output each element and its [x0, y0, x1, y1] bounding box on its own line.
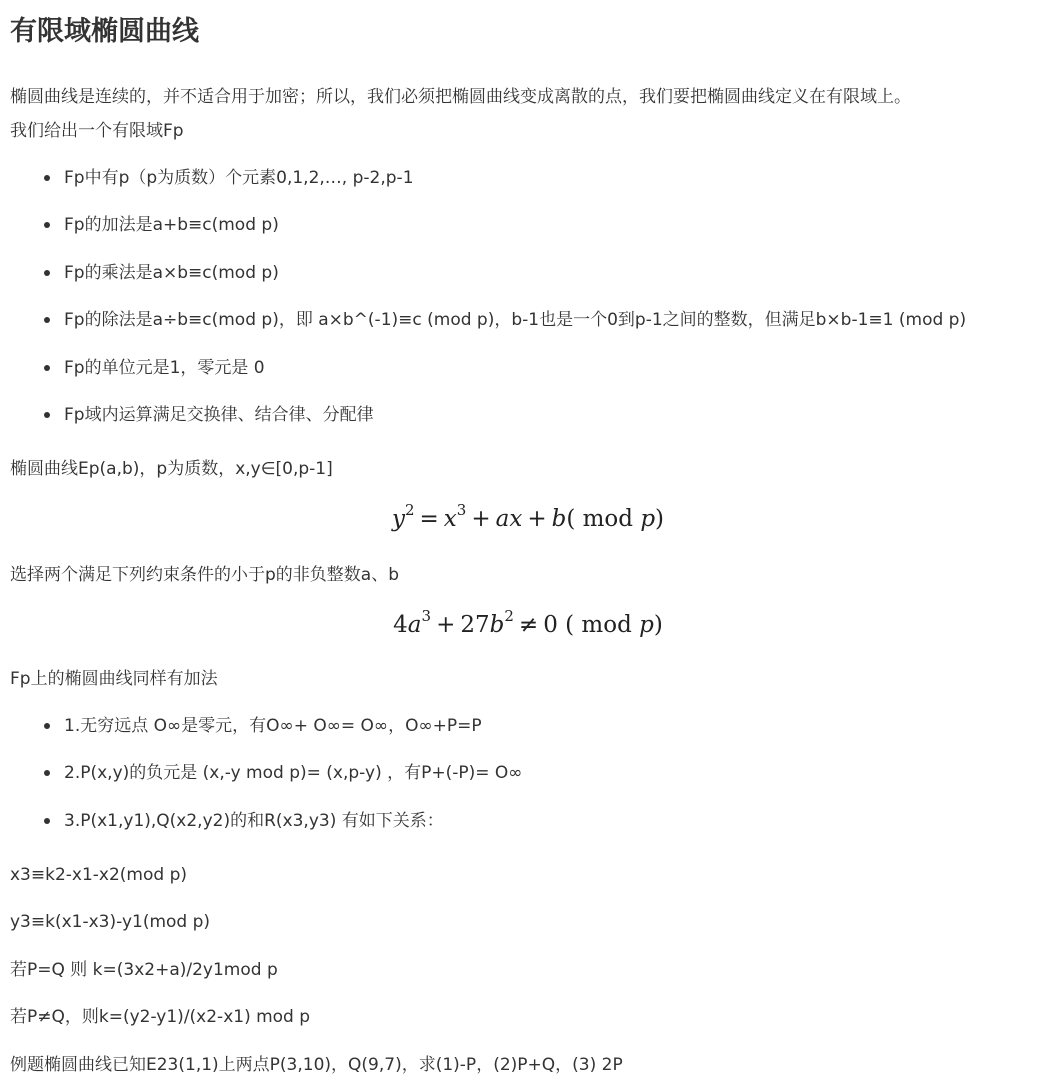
addition-rules-list — [0, 712, 522, 854]
formula-y3: y3≡k(x1-x3)-y1(mod p) — [10, 912, 211, 932]
list-item: 1.无穷远点 O∞是零元，有O∞+ O∞= O∞，O∞+P=P — [0, 712, 522, 759]
curve-definition: 椭圆曲线Ep(a,b)，p为质数，x,y∈[0,p-1] — [10, 459, 333, 479]
example-problem: 例题椭圆曲线已知E23(1,1)上两点P(3,10)，Q(9,7)，求(1)-P，(2)P+Q，(3) 2P — [10, 1055, 623, 1075]
constraint-equation: $4a^3 + 27b^2 \ne 0$ ( mod p) — [393, 607, 663, 638]
curve-equation: $y^2 = x^3$ + ax + b( mod p) — [391, 501, 665, 532]
formula-k-unequal: 若P≠Q，则k=(y2-y1)/(x2-x1) mod p — [10, 1007, 311, 1027]
addition-intro: Fp上的椭圆曲线同样有加法 — [10, 669, 218, 689]
list-item: Fp的除法是a÷b≡c(mod p)，即 a×b^(-1)≡c (mod p)，b-1也是一个0到p-1之间的整数，但满足b×b-1≡1 (mod p) — [0, 306, 966, 353]
page-title: 有限域椭圆曲线 — [10, 16, 199, 47]
list-item: 2.P(x,y)的负元是 (x,-y mod p)= (x,p-y) ，有P+(-P)= O∞ — [0, 759, 522, 806]
list-item: 3.P(x1,y1),Q(x2,y2)的和R(x3,y3) 有如下关系： — [0, 807, 522, 854]
formula-k-equal: 若P=Q 则 k=(3x2+a)/2y1mod p — [10, 960, 278, 980]
intro-line-1: 椭圆曲线是连续的，并不适合用于加密；所以，我们必须把椭圆曲线变成离散的点，我们要把椭圆曲线定义在有限域上。 — [10, 87, 911, 107]
list-item: Fp的单位元是1，零元是 0 — [0, 354, 966, 401]
list-item: Fp域内运算满足交换律、结合律、分配律 — [0, 401, 966, 448]
intro-line-2: 我们给出一个有限域Fp — [10, 121, 184, 141]
field-properties-list — [0, 164, 966, 448]
constraint-intro: 选择两个满足下列约束条件的小于p的非负整数a、b — [10, 565, 399, 585]
formula-x3: x3≡k2-x1-x2(mod p) — [10, 865, 188, 885]
list-item: Fp中有p（p为质数）个元素0,1,2,…, p-2,p-1 — [0, 164, 966, 211]
list-item: Fp的加法是a+b≡c(mod p) — [0, 211, 966, 258]
list-item: Fp的乘法是a×b≡c(mod p) — [0, 259, 966, 306]
